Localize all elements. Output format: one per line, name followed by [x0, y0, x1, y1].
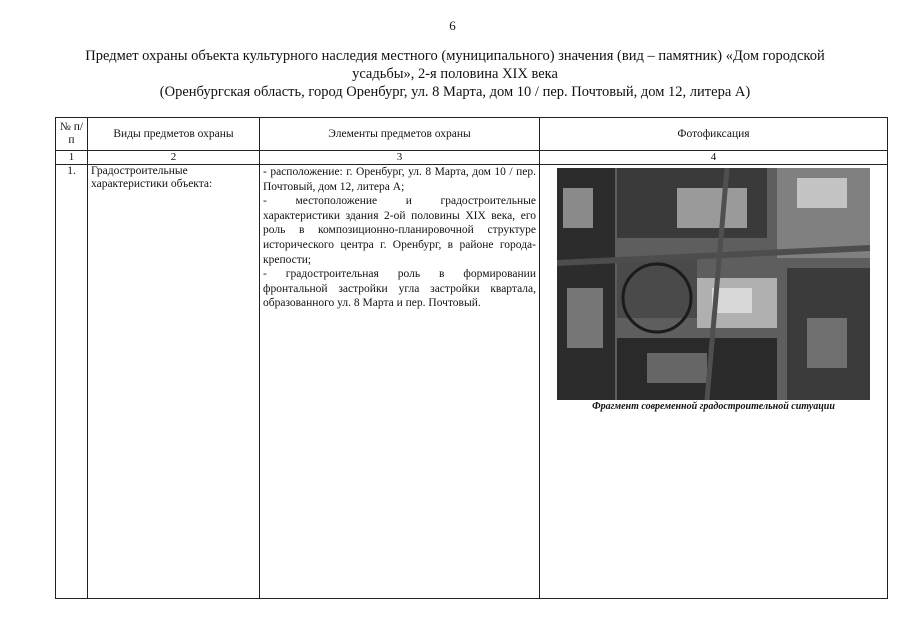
- element-item: - местоположение и градостроительные характеристики здания 2-ой половины XIX века, его роль в композиционно-планировочной структуре исторического центра г. Оренбург, в районе города-крепости;: [263, 195, 536, 266]
- protection-table: [55, 117, 888, 599]
- row-number: 1.: [56, 165, 88, 599]
- column-number: 3: [260, 151, 540, 165]
- column-number: 4: [540, 151, 888, 165]
- document-title: Предмет охраны объекта культурного наследия местного (муниципального) значения (вид – памятник) «Дом городской усадьбы», 2-я половина XIX века: [85, 48, 825, 82]
- photo-caption: Фрагмент современной градостроительной ситуации: [592, 401, 835, 412]
- column-number: 2: [88, 151, 260, 165]
- table-header-row: [56, 118, 888, 151]
- row-photo: [540, 165, 888, 599]
- document-subtitle: (Оренбургская область, город Оренбург, ул. 8 Марта, дом 10 / пер. Почтовый, дом 12, литера А): [159, 84, 751, 100]
- row-elements: [260, 165, 540, 599]
- element-item: - градостроительная роль в формировании фронтальной застройки угла застройки квартала, образованного ул. 8 Марта и пер. Почтовый.: [263, 268, 536, 310]
- header-type: Виды предметов охраны: [88, 118, 260, 151]
- header-photo: Фотофиксация: [540, 118, 888, 151]
- table-row: [56, 165, 888, 599]
- aerial-photo: [557, 168, 870, 400]
- column-number: 1: [56, 151, 88, 165]
- header-number: № п/п: [56, 118, 88, 151]
- header-elements: Элементы предметов охраны: [260, 118, 540, 151]
- page-number: 6: [449, 18, 456, 33]
- row-type: Градостроительные характеристики объекта:: [88, 165, 260, 599]
- element-item: - расположение: г. Оренбург, ул. 8 Марта, дом 10 / пер. Почтовый, дом 12, литера А;: [263, 166, 536, 193]
- column-number-row: [56, 151, 888, 165]
